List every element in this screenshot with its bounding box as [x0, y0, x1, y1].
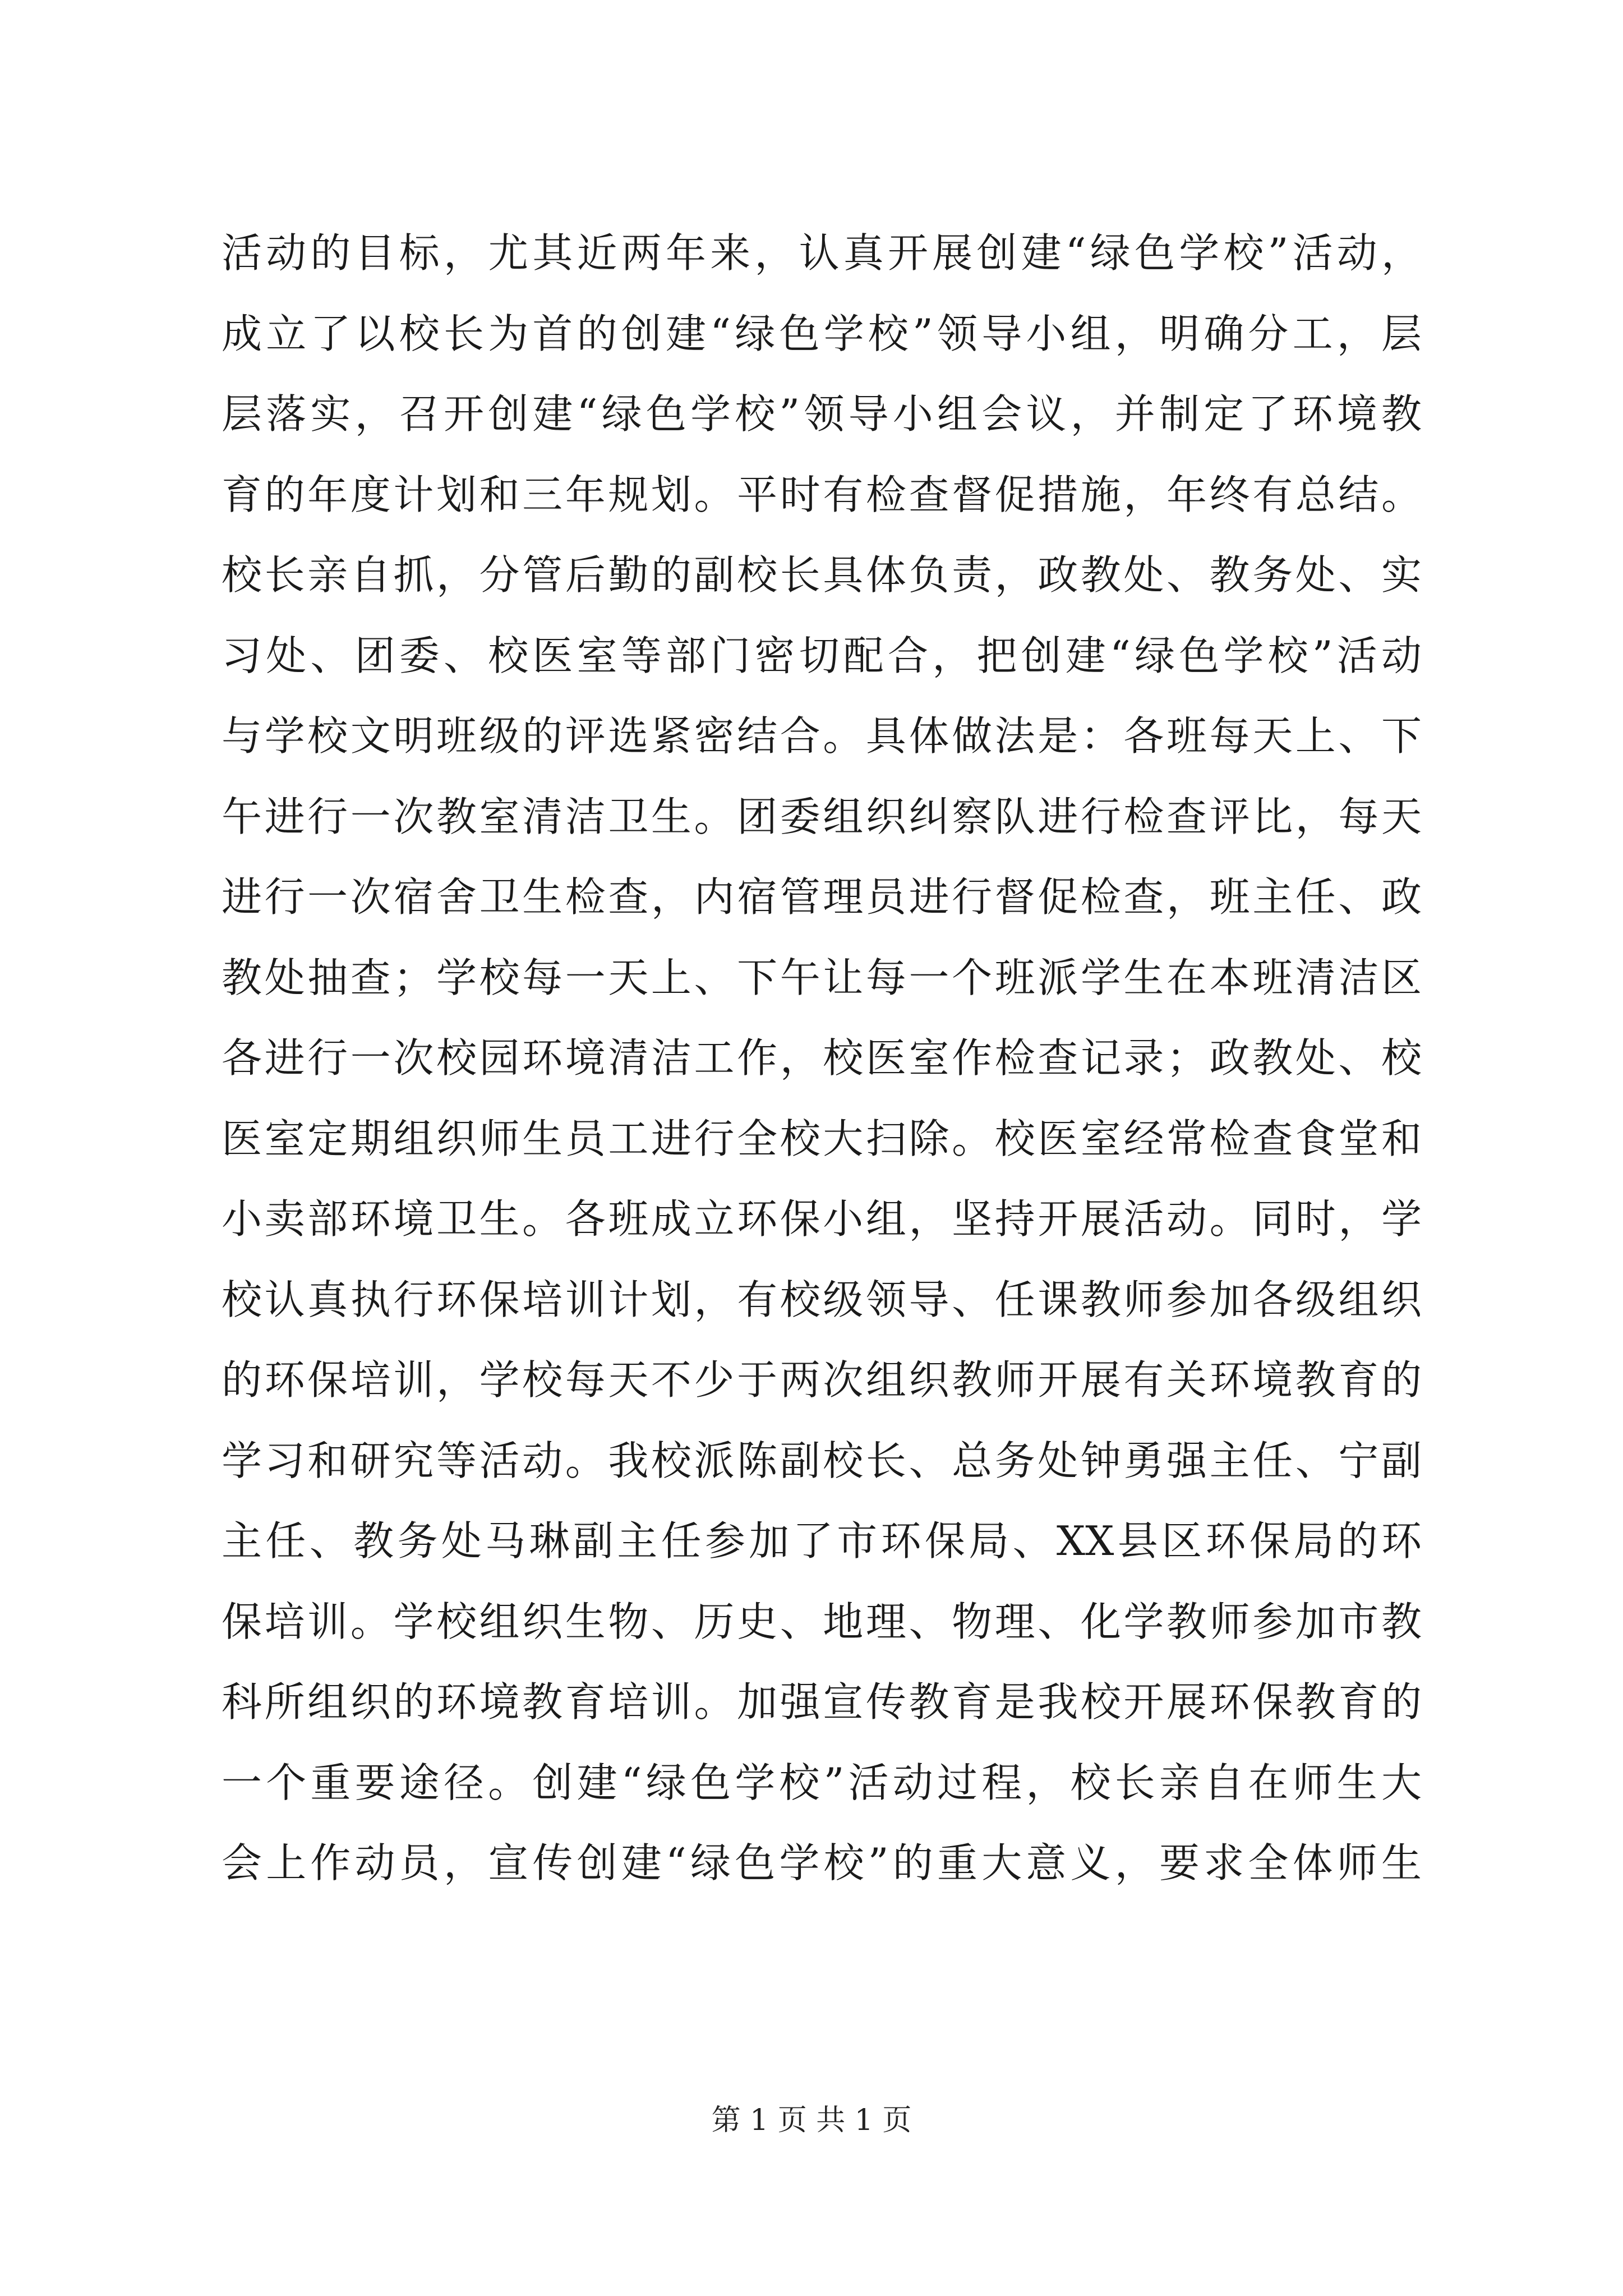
text-line: 与学校文明班级的评选紧密结合。具体做法是：各班每天上、下: [222, 712, 1422, 760]
page-footer: [0, 2101, 1623, 2140]
text-line: 校认真执行环保培训计划，有校级领导、任课教师参加各级组织: [222, 1276, 1422, 1323]
text-line: 校长亲自抓，分管后勤的副校长具体负责，政教处、教务处、实: [222, 551, 1422, 599]
text-line: 的环保培训，学校每天不少于两次组织教师开展有关环境教育的: [222, 1356, 1422, 1404]
text-line: 小卖部环境卫生。各班成立环保小组，坚持开展活动。同时，学: [222, 1195, 1422, 1243]
text-line: 活动的目标，尤其近两年来，认真开展创建“绿色学校”活动，: [222, 229, 1422, 277]
text-line: 成立了以校长为首的创建“绿色学校”领导小组，明确分工，层: [222, 310, 1422, 357]
text-line: 保培训。学校组织生物、历史、地理、物理、化学教师参加市教: [222, 1598, 1422, 1645]
text-line: 层落实，召开创建“绿色学校”领导小组会议，并制定了环境教: [222, 390, 1422, 438]
body-text: [222, 213, 1422, 1904]
text-line: 主任、教务处马琳副主任参加了市环保局、XX县区环保局的环: [222, 1517, 1422, 1565]
text-line: 进行一次宿舍卫生检查，内宿管理员进行督促检查，班主任、政: [222, 873, 1422, 921]
text-line: 育的年度计划和三年规划。平时有检查督促措施，年终有总结。: [222, 471, 1422, 518]
text-line: 教处抽查；学校每一天上、下午让每一个班派学生在本班清洁区: [222, 954, 1422, 1001]
text-line: 习处、团委、校医室等部门密切配合，把创建“绿色学校”活动: [222, 632, 1422, 679]
text-line: 会上作动员，宣传创建“绿色学校”的重大意义，要求全体师生: [222, 1839, 1422, 1887]
text-line: 科所组织的环境教育培训。加强宣传教育是我校开展环保教育的: [222, 1678, 1422, 1726]
text-line: 学习和研究等活动。我校派陈副校长、总务处钟勇强主任、宁副: [222, 1437, 1422, 1484]
text-line: 午进行一次教室清洁卫生。团委组织纠察队进行检查评比，每天: [222, 793, 1422, 840]
text-line: 医室定期组织师生员工进行全校大扫除。校医室经常检查食堂和: [222, 1115, 1422, 1162]
text-line: 各进行一次校园环境清洁工作，校医室作检查记录；政教处、校: [222, 1034, 1422, 1082]
page-number-label: 第 1 页 共 1 页: [711, 2104, 912, 2137]
text-line: 一个重要途径。创建“绿色学校”活动过程，校长亲自在师生大: [222, 1759, 1422, 1806]
